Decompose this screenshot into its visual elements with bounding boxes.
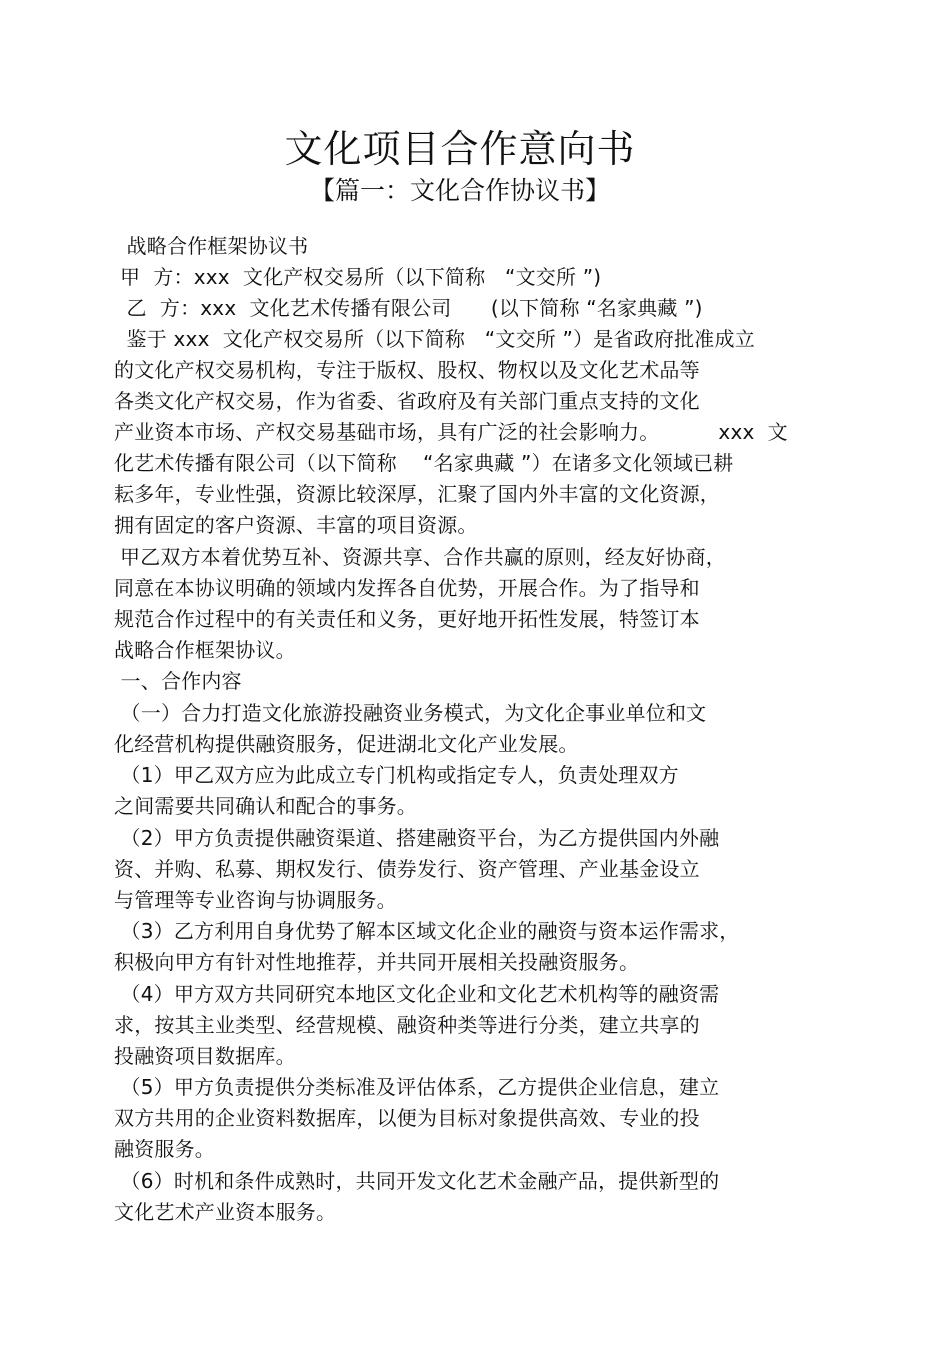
body-line: 耘多年，专业性强，资源比较深厚，汇聚了国内外丰富的文化资源， bbox=[114, 482, 720, 506]
body-line: 化艺术传播有限公司（以下简称 “名家典藏 ”）在诸多文化领域已耕 bbox=[114, 451, 734, 475]
body-line: 文化艺术产业资本服务。 bbox=[114, 1200, 337, 1224]
section-heading: 一、合作内容 bbox=[114, 669, 242, 693]
body-line: （3）乙方利用自身优势了解本区域文化企业的融资与资本运作需求， bbox=[114, 919, 740, 943]
body-line: 双方共用的企业资料数据库，以便为目标对象提供高效、专业的投 bbox=[114, 1106, 700, 1130]
body-line: 乙 方：xxx 文化艺术传播有限公司 (以下简称 “名家典藏 ”) bbox=[120, 296, 703, 320]
body-line: 同意在本协议明确的领域内发挥各自优势，开展合作。为了指导和 bbox=[114, 576, 700, 600]
body-line: 资、并购、私募、期权发行、债券发行、资产管理、产业基金设立 bbox=[114, 857, 700, 881]
body-line: 战略合作框架协议。 bbox=[114, 638, 296, 662]
body-line: 产业资本市场、产权交易基础市场，具有广泛的社会影响力。 xxx 文 bbox=[114, 420, 788, 444]
body-line: 积极向甲方有针对性地推荐，并共同开展相关投融资服务。 bbox=[114, 950, 640, 974]
body-line: （6）时机和条件成熟时，共同开发文化艺术金融产品，提供新型的 bbox=[114, 1169, 720, 1193]
body-line: 规范合作过程中的有关责任和义务，更好地开拓性发展，特签订本 bbox=[114, 607, 700, 631]
body-line: 的文化产权交易机构，专注于版权、股权、物权以及文化艺术品等 bbox=[114, 358, 700, 382]
document-subtitle: 【篇一：文化合作协议书】 bbox=[309, 176, 610, 205]
body-line: 甲 方：xxx 文化产权交易所（以下简称 “文交所 ”) bbox=[120, 265, 602, 289]
body-line: 投融资项目数据库。 bbox=[114, 1044, 296, 1068]
body-line: 拥有固定的客户资源、丰富的项目资源。 bbox=[114, 513, 478, 537]
body-line: （4）甲方双方共同研究本地区文化企业和文化艺术机构等的融资需 bbox=[114, 982, 720, 1006]
body-line: 求，按其主业类型、经营规模、融资种类等进行分类，建立共享的 bbox=[114, 1013, 700, 1037]
body-line: 之间需要共同确认和配合的事务。 bbox=[114, 794, 417, 818]
body-line: 甲乙双方本着优势互补、资源共享、合作共赢的原则，经友好协商， bbox=[120, 545, 726, 569]
document-title: 文化项目合作意向书 bbox=[284, 127, 636, 171]
body-line: 融资服务。 bbox=[114, 1137, 215, 1161]
body-line: 化经营机构提供融资服务，促进湖北文化产业发展。 bbox=[114, 732, 579, 756]
body-line: 与管理等专业咨询与协调服务。 bbox=[114, 888, 397, 912]
body-line: （2）甲方负责提供融资渠道、搭建融资平台，为乙方提供国内外融 bbox=[114, 826, 720, 850]
body-line: （1）甲乙双方应为此成立专门机构或指定专人，负责处理双方 bbox=[114, 763, 679, 787]
body-line: （一）合力打造文化旅游投融资业务模式，为文化企事业单位和文 bbox=[114, 701, 707, 725]
body-line: 各类文化产权交易，作为省委、省政府及有关部门重点支持的文化 bbox=[114, 389, 700, 413]
body-line: 战略合作框架协议书 bbox=[120, 234, 309, 258]
body-line: （5）甲方负责提供分类标准及评估体系，乙方提供企业信息，建立 bbox=[114, 1075, 720, 1099]
body-line: 鉴于 xxx 文化产权交易所（以下简称 “文交所 ”）是省政府批准成立 bbox=[120, 327, 755, 351]
